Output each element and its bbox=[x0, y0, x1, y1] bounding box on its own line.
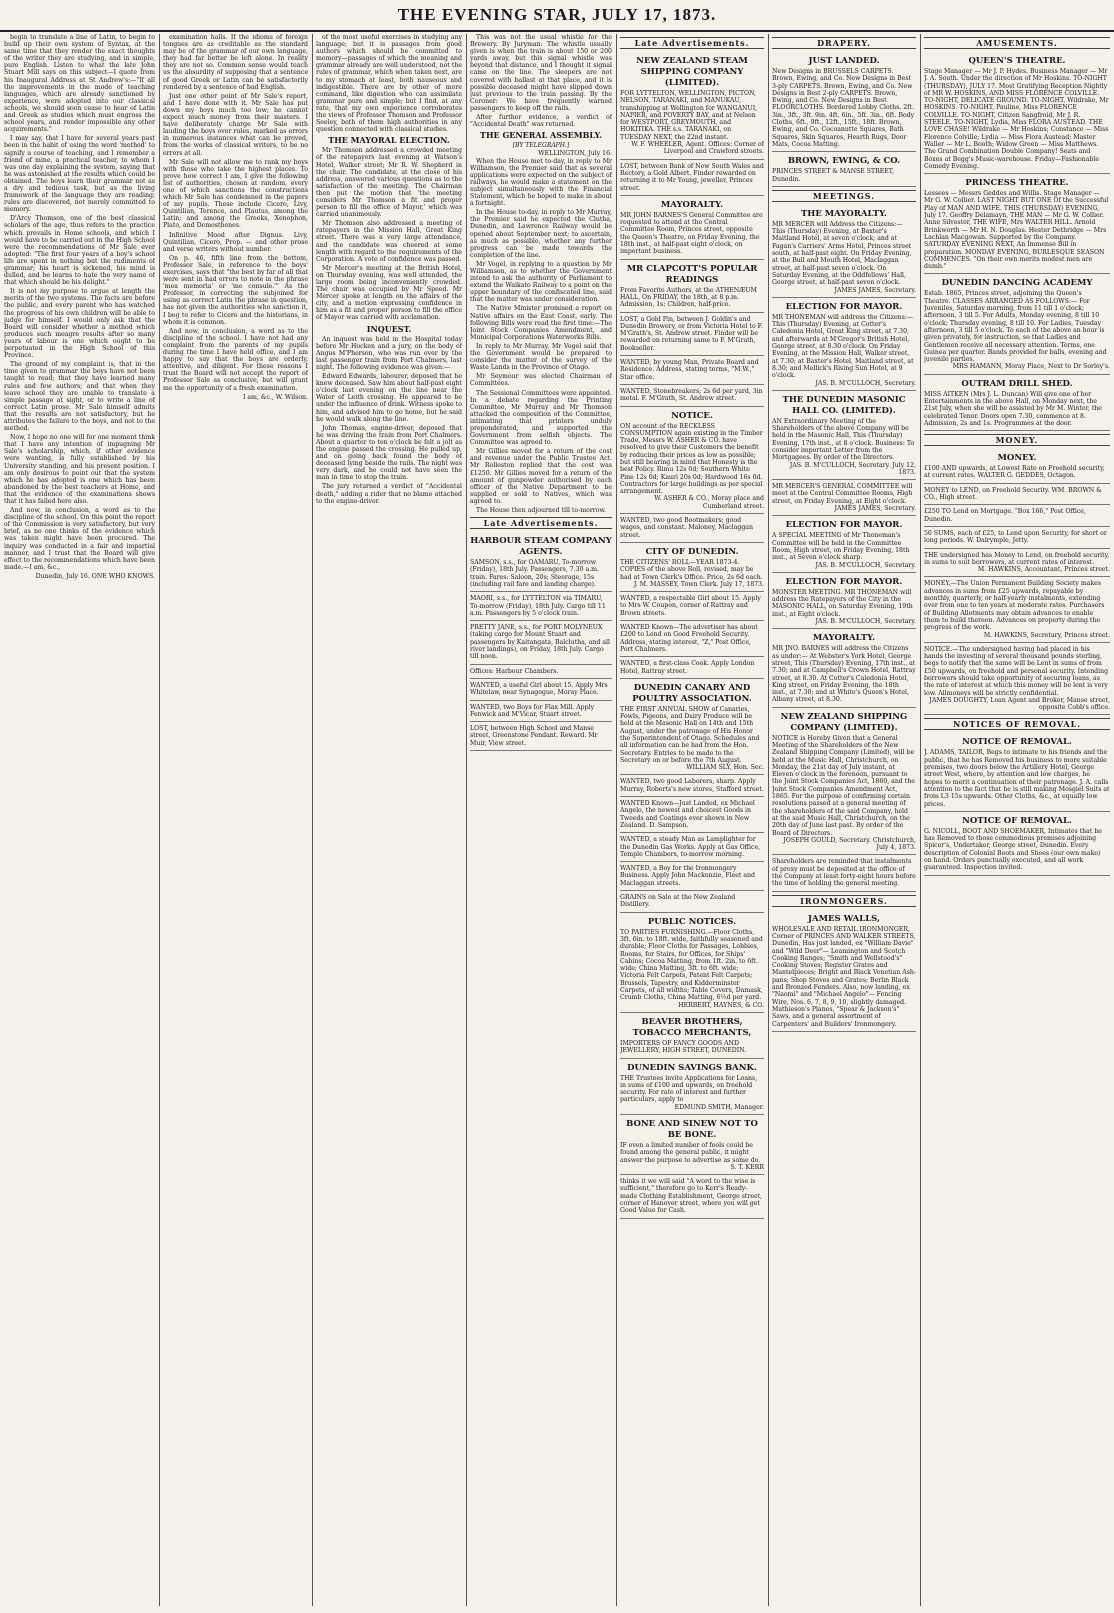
mayoral-election-article bbox=[316, 147, 462, 321]
advertisement bbox=[470, 532, 612, 592]
advertisement bbox=[924, 375, 1110, 431]
advertisement-body: SAMSON, s.s., for OAMARU, To-morrow (Friday), 18th July. Passengers, 7.30 a.m. train. Fares: Saloon, 20s; Steerage, 15s (including rail fare and landing charge). bbox=[470, 559, 599, 588]
advertisement-title: CITY OF DUNEDIN. bbox=[645, 546, 739, 557]
advertisement bbox=[772, 205, 916, 298]
column-5 bbox=[620, 34, 764, 1606]
advertisement-body: Estab. 1865, Princes street, adjoining the Queen's Theatre. CLASSES ARRANGED AS FOLLOWS:— For Juveniles, Saturday morning, from 11 till 1 o'clock; afternoon, 3 till 5. For Adults, Monday evening, 8 till 10 o'clock; Thursday evening, 8 till 10. For Ladies, Tuesday afternoon, 3 till 5 o'clock. To each of the above an hour is given privately, for instruction, so that Ladies and Gentlemen receive all necessary attention. Terms, one Guinea per quarter. Bands provided for balls, evening and juvenile parties. bbox=[924, 290, 1107, 364]
advertisement bbox=[620, 514, 764, 543]
advertisement-body: AN Extraordinary Meeting of the Shareholders of the above Company will be held in the Masonic Hall, This (Thursday) Evening, 17th inst., at 8 o'clock. Business: To consider important Letter from the Mortgagees. By order of the Directors. bbox=[772, 417, 915, 462]
advertisement-body: LOST, a Gold Pin, between J. Goldin's and Dunedin Brewery, or from Victoria Hotel to F. M'Grath's, St. Andrew street. Finder will be rewarded on returning same to F. M'Grath, Bookseller. bbox=[620, 315, 763, 352]
advertisement bbox=[470, 722, 612, 751]
paragraph: And now, in conclusion, a word as to the discipline of the school. I have not had any complaint from the parents of my pupils during the time I have held office, and I am happy to say that the boys are orderly, attentive, and diligent. For these reasons I trust the Board will not accept the report of Professor Sale as conclusive, but will grant me the opportunity of a fresh examination. bbox=[163, 327, 308, 392]
advertisement-body: IF even a limited number of fools could be found among the general public, it might answer the purpose to advertise as some do. bbox=[620, 1141, 761, 1164]
advertisement bbox=[620, 862, 764, 891]
advertisement-body: £100 AND upwards, at Lowest Rate on Freehold security, at current rates. WALTER G. GEDDES, Octagon. bbox=[924, 465, 1105, 480]
late-advertisements-header: Late Advertisements. bbox=[620, 37, 764, 49]
paragraph: Mr Sale will not allow me to rank my boys with those who take the highest places. To prove how correct I am, I give the following list of authorities, chosen at random, every one of which sanctions the constructions which Mr Sale has condemned in the papers of my pupils. These include Cicero, Livy, Quintilian, Terence, and Plautus, among the Latin; and among the Greeks, Xenophon, Plato, and Demosthenes. bbox=[163, 158, 308, 230]
removal-header: NOTICES OF REMOVAL. bbox=[924, 718, 1110, 730]
advertisement bbox=[620, 1059, 764, 1115]
advertisement-body: PRINCES STREET & MANSE STREET, Dunedin. bbox=[772, 168, 894, 183]
money-ads bbox=[924, 449, 1110, 715]
advertisement-body: WANTED, a steady Man as Lamplighter for the Dunedin Gas Works. Apply at Gas Office, Temple Chambers, to-morrow morning. bbox=[620, 836, 761, 858]
advertisement-title: PRINCESS THEATRE. bbox=[965, 178, 1069, 189]
advertisement bbox=[620, 407, 764, 515]
advertisement-body: LOST, between High School and Manse street, Greenstone Pendant. Reward. Mr Muir, View street. bbox=[470, 725, 598, 747]
advertisement-body: A SPECIAL MEETING of Mr Thoneman's Committee will be held in the Committee Room, High street, on Friday Evening, 18th inst., at Seven o'clock sharp. bbox=[772, 532, 910, 562]
paragraph: Infinitive Mood after Dignus. Livy, Quintilian, Cicero, Prop. — and other prose and verse writers without number. bbox=[163, 231, 308, 253]
paragraph: The House then adjourned till to-morrow. bbox=[476, 507, 606, 515]
advertisement-body: New Designs in BRUSSELS CARPETS. Brown, Ewing, and Co. New Designs in Best 3-ply CARPETS. Brown, Ewing, and Co. New Designs in Best 2-ply CARPETS. Brown, Ewing, and Co. New Designs in Best FLOORCLOTHS. Bordered Lobby Cloths. 2ft. 3in., 3ft., 3ft. 9in. 4ft. 6in., 5ft. 3in., 6ft. Body Cloths, 6ft., 9ft., 12ft., 15ft., 18ft. Brown, Ewing, and Co. Cocoanutte Squares, Bath Squares, Skin Squares, Hearth Rugs, Door Mats, Cocoa Matting. bbox=[772, 68, 915, 148]
advertisement bbox=[772, 298, 916, 391]
advertisement-body: G. NICOLL, BOOT AND SHOEMAKER, Intimates that he has Removed to those commodious premises adjoining Spicer's, Undertaker, George street, Dunedin. Every description of Colonial Boots and Shoes (our own make) on hand. Orders punctually executed, and all work guaranteed. Inspection invited. bbox=[924, 827, 1102, 872]
advertisement-title: HARBOUR STEAM COMPANY AGENTS. bbox=[470, 536, 612, 558]
advertisement bbox=[620, 313, 764, 356]
advertisement bbox=[620, 385, 764, 407]
advertisement-body: WANTED Known—The advertiser has about £200 to Lend on Good Freehold Security. Address, stating interest, "Z," Post Office, Port Chalmers. bbox=[620, 624, 758, 653]
advertisement-title: BEAVER BROTHERS, TOBACCO MERCHANTS, bbox=[632, 1016, 752, 1038]
advertisement bbox=[620, 775, 764, 797]
advertisement bbox=[620, 833, 764, 862]
advertisement bbox=[772, 855, 916, 891]
advertisement-body: ON account of the RECKLESS CONSUMPTION again existing in the Timber Trade, Messrs W. ASHER & CO. have resolved to give their Customers the benefit by reducing their prices as low as possible; but still bearing in mind that Honesty is the best Policy. Rimu 12s 0d; Southern White Pine 12s 0d; Kauri 20s 0d; Hardwood 16s 0d. Contractors for large buildings as per special arrangement. bbox=[620, 422, 763, 496]
inquest-article bbox=[316, 336, 462, 505]
advertisement bbox=[620, 196, 764, 260]
inquest-heading: INQUEST. bbox=[366, 323, 412, 334]
advertisement-signature: WILLIAM SLY, Hon. Sec. bbox=[686, 764, 764, 772]
advertisement bbox=[772, 516, 916, 572]
column-rule bbox=[920, 34, 921, 1606]
advertisement-signature: JAMES JAMES, Secretary. bbox=[834, 505, 916, 513]
advertisement bbox=[620, 913, 764, 1013]
advertisement bbox=[924, 812, 1110, 876]
advertisement-body: WANTED, by young Man, Private Board and Residence. Address, stating terms, "M.W.," Star office. bbox=[620, 359, 759, 381]
advertisement-title: BROWN, EWING, & CO. bbox=[787, 156, 901, 167]
advertisement-title: DUNEDIN CANARY AND POULTRY ASSOCIATION. bbox=[632, 682, 752, 704]
advertisement-body: WANTED, a respectable Girl about 15. Apply to Mrs W. Coupon, corner of Rattray and Brown streets. bbox=[620, 595, 761, 617]
advertisement-body: MONEY to LEND, on Freehold Security. WM. BROWN & CO., High street. bbox=[924, 486, 1102, 502]
column-1 bbox=[4, 34, 155, 1606]
advertisement-title: NOTICE OF REMOVAL. bbox=[962, 737, 1072, 748]
advertisement bbox=[924, 484, 1110, 506]
column-7 bbox=[924, 34, 1110, 1606]
paragraph: Edward Edwards, labourer, deposed that he knew deceased. Saw him about half-past eight o'clock last evening on the line near the Water of Leith crossing. He appeared to be under the influence of drink. Witness spoke to him, and advised him to go home, but he said he would walk along the line. bbox=[316, 373, 462, 423]
paragraph: In reply to Mr Murray, Mr Vogel said that the Government would be prepared to consider the matter of the survey of the Waste Lands in the Province of Otago. bbox=[470, 342, 612, 372]
general-assembly-article bbox=[470, 158, 612, 515]
advertisement bbox=[470, 621, 612, 664]
advertisement-body: GRAINS on Sale at the New Zealand Distillery. bbox=[620, 894, 736, 909]
advertisement-body: MISS AITKEN (Mrs J. L. Duncan) Will give one of her Entertainments in the above Hall, on Monday next, the 21st July, when she will be assisted by Mr M. Winter, the celebrated Tenor. Doors open 7.30, commence at 8. Admission, 2s and 1s. Programmes at the door. bbox=[924, 390, 1102, 427]
advertisement-body: Stage Manager — Mr J. P. Hydes. Business Manager — Mr J. A. South. Under the direction of Mr Hoskins. TO-NIGHT (THURSDAY), JULY 17. Most Gratifying Reception Nightly of MR W. HOSKINS, AND MISS FLORENCE COLVILLE. TO-NIGHT, DELICATE GROUND. TO-NIGHT, Wildrake, Mr HOSKINS. TO-NIGHT, Pauline, Miss FLORENCE COLVILLE. TO-NIGHT, Citizen Sangfroid, Mr J. R. STEELE. TO-NIGHT, Lydia, Miss FLORA AUSTEAD. THE LOVE CHASE! Wildrake — Mr Hoskins; Constance — Miss Florence Colville; Lydia — Miss Flora Austead; Master Waller — Mr L. Booth; Widow Green — Miss Matthews. The Grand Combination Double Company! Seats and Boxes at Begg's Music-warehouse. Friday—Fashionable Comedy Evening. bbox=[924, 68, 1109, 170]
advertisement bbox=[620, 1175, 764, 1218]
advertisement-body: THE FIRST ANNUAL SHOW of Canaries, Fowls, Pigeons, and Dairy Produce will be held at the Masonic Hall on 14th and 15th August, under the patronage of His Honor the Superintendent of Otago. Schedules and all information can be had from the Hon. Secretary. Entries to be made to the Secretary on or before the 7th August. bbox=[620, 705, 760, 764]
advertisement-body: MR JNO. BARNES will address the Citizens as under:— At Webster's York Hotel, George street, This (Thursday) Evening, 17th inst., at 7.30; and at Campbell's Crown Hotel, Rattray street, at 8.30. At Cotter's Caledonia Hotel, King street, on Friday Evening, the 18th inst., at 7.30; and at White's Queen's Hotel, Albany street, at 8.30. bbox=[772, 645, 916, 704]
advertisement bbox=[620, 592, 764, 621]
column-rule bbox=[616, 34, 617, 1606]
paragraph: The jury returned a verdict of "Accidental death," adding a rider that no blame attached to the engine-driver. bbox=[316, 483, 462, 505]
paragraph: Just one other point of Mr Sale's report, and I have done with it. Mr Sale has put down my boys much too low; he cannot expect much money from their masters. I have deliberately charge Mr Sale with lauding the boys over rules, marked as errors in numerous instances what can be proved, from the works of classical writers, to be no errors at all. bbox=[163, 92, 308, 157]
advertisement-title: NEW ZEALAND STEAM SHIPPING COMPANY (LIMITED). bbox=[636, 56, 748, 88]
advertisement bbox=[924, 577, 1110, 642]
advertisement bbox=[772, 52, 916, 152]
money-header: MONEY. bbox=[924, 434, 1110, 446]
telegraph-byline: [BY TELEGRAPH.] bbox=[512, 142, 570, 150]
general-assembly-heading: THE GENERAL ASSEMBLY. bbox=[480, 130, 602, 141]
advertisement bbox=[924, 527, 1110, 549]
advertisement bbox=[620, 621, 764, 657]
advertisement-signature: HERBERT, HAYNES, & CO. bbox=[678, 1001, 764, 1009]
advertisement-body: J. ADAMS, TAILOR, Begs to intimate to his friends and the public, that he has Removed his business to more suitable premises, two doors below the Artillery Hotel, George street West, where, by attention and low charges, he hopes to merit a continuation of their patronage. J. A. calls attention to the fact that he is still making Mosgiel Suits at from L3 15s upwards. Other Cloths, &c., at equally low prices. bbox=[924, 749, 1110, 808]
paragraph: The ground of my complaint is, that in the time given to grammar the boys have not been taught to read; that they have learned many rules and few authors; and that when they leave school they are unable to translate a simple passage at sight, or to write a line of correct Latin prose. Mr Sale himself admits that the results are not satisfactory, but he attributes the failure to the boys, and not to the method. bbox=[4, 361, 155, 433]
late-advertisements-heading: Late Advertisements. bbox=[470, 517, 612, 529]
advertisement-body: WANTED, a Boy for the Ironmongery Business. Apply John Mackenzie, Fleet and Maclaggan streets. bbox=[620, 865, 755, 887]
advertisement-signature: EDMUND SMITH, Manager. bbox=[674, 1103, 764, 1111]
advertisement bbox=[620, 797, 764, 833]
advertisement-body: MR THONEMAN will address the Citizens:— This (Thursday) Evening, at Cotter's Caledonia Hotel, Great King street, at 7.30, and afterwards at M'Gregor's British Hotel, George street, at 8.30 o'clock. On Friday Evening, at the Mission Hall, Walker street, at 7.30; at Baxter's Hotel, Maitland street, at 8.30; and Mellick's Rising Sun Hotel, at 9 o'clock. bbox=[772, 313, 914, 380]
advertisement-body: WANTED, a useful Girl about 15. Apply Mrs Whitelaw, near Synagogue, Moray Place. bbox=[470, 681, 608, 697]
advertisement-body: MONSTER MEETING. MR THONEMAN will address the Ratepayers of the City in the MASONIC HALL, on Saturday Evening, 19th inst., at Eight o'clock. bbox=[772, 588, 913, 618]
letter-body bbox=[163, 34, 308, 392]
paragraph: Mr Thomson also addressed a meeting of ratepayers in the Mission Hall, Great King street. There was a very large attendance, and the candidate was cheered at some length with regard to the requirements of the Corporation. A vote of confidence was passed. bbox=[316, 220, 462, 263]
paragraph: Mr Gillies moved for a return of the cost and revenue under the Public Trustee Act. Mr Rolleston replied that the cost was £1250. Mr Gillies moved for a return of the amount of gunpowder authorised by each officer of the Native Department to be supplied or sold to Natives, which was agreed to. bbox=[470, 448, 612, 505]
advertisement-signature: W. ASHER & CO., Moray place and Cumberland street. bbox=[654, 495, 764, 510]
advertisement bbox=[470, 592, 612, 621]
removal-ads bbox=[924, 733, 1110, 875]
advertisement bbox=[772, 391, 916, 480]
advertisement-body: WANTED Known—Just Landed, ex Michael Angelo, the newest and choicest Goods in Tweeds and Coatings ever shown in New Zealand. D. Sampson. bbox=[620, 800, 755, 829]
ironmongers-ads bbox=[772, 910, 916, 1032]
advertisement-signature: JAS. B. M'CULLOCH, Secretary. July 12, 1873. bbox=[789, 461, 916, 476]
advertisement-body: From Favorite Authors, at the ATHENÆUM HALL, On FRIDAY, the 18th, at 8 p.m. Admission, 1s; Children, half-price. bbox=[620, 286, 757, 309]
column-rule bbox=[312, 34, 313, 1606]
advertisement bbox=[772, 480, 916, 516]
advertisement bbox=[470, 665, 612, 679]
paragraph: In the House to-day, in reply to Mr Murray, the Premier said he expected the Clutha, Dunedin, and Lawrence Railway would be opened about September next; to ascertain, as much as possible, whether any further progress can be made towards the completion of the line. bbox=[470, 209, 612, 259]
advertisement-body: PRETTY JANE, s.s., for PORT MOLYNEUX (taking cargo for Mount Stuart and passengers by Kaitangata, Balclutha, and all river landings), on Friday, 18th July. Cargo till noon. bbox=[470, 624, 610, 661]
paragraph: Now, I hope no one will for one moment think that I have any intention of impugning Mr Sale's scholarship, which, if other evidence were wanting, is fully established by his University standing, and his present position. I am only desirous to point out that the system which he has adopted is one which has been abandoned by the best teachers at Home, and that the evidence of the examinations shows that it has failed here also. bbox=[4, 434, 155, 505]
advertisement bbox=[772, 152, 916, 187]
advertisement-title: JUST LANDED. bbox=[808, 56, 880, 66]
paragraph: When the House met to-day, in reply to Mr Williamson, the Premier said that as several applications were expected on the subject of railways, he would make a statement on the subject simultaneously with the Financial Statement, which he hoped to make in about a fortnight. bbox=[470, 157, 612, 208]
advertisement-title: JAMES WALLS, bbox=[808, 913, 880, 924]
column-rule bbox=[768, 34, 769, 1606]
newspaper-masthead bbox=[0, 0, 1114, 32]
advertisement-body: MR MERCER'S GENERAL COMMITTEE will meet at the Central Committee Rooms, High street, on Friday Evening, at Eight o'clock. bbox=[772, 483, 913, 505]
advertisement-signature: JAS. B. M'CULLOCH, Secretary. bbox=[815, 618, 916, 626]
advertisement bbox=[470, 701, 612, 723]
advertisement bbox=[924, 505, 1110, 527]
advertisement-signature: M. HAWKINS, Accountant, Princes street. bbox=[977, 566, 1110, 574]
paragraph: The Native Minister promised a report on Native affairs on the East Coast, early. The following Bills were read the first time:—The Joint Stock Companies Amendment, and Municipal Corporations Waterworks Bills. bbox=[470, 305, 612, 341]
column-4 bbox=[470, 34, 612, 1606]
advertisement-signature: J. M. MASSEY, Town Clerk. July 17, 1873. bbox=[633, 580, 764, 588]
advertisement-title: NOTICE OF REMOVAL. bbox=[962, 815, 1072, 826]
advertisement-signature: W. F. WHEELER, Agent. Offices: Corner of Liverpool and Crawford streets. bbox=[631, 141, 764, 156]
advertisement-title: THE DUNEDIN MASONIC HALL CO. (LIMITED). bbox=[782, 394, 906, 416]
advertisement bbox=[924, 449, 1110, 484]
meetings-header: MEETINGS. bbox=[772, 190, 916, 202]
advertisement-signature: JAMES DOUGHTY, Loan Agent and Broker, Manse street, opposite Cobb's office. bbox=[929, 696, 1110, 712]
advertisement-body: 50 SUMS, each of £25, to Lend upon Security, for short or long periods. W. Dalrymple, Jetty. bbox=[924, 529, 1107, 545]
advertisement-body: MR MERCER will Address the Citizens:— This (Thursday) Evening, at Baxter's Maitland Hotel, at seven o'clock; and at Fagan's Carriers' Arms Hotel, Princes street south, at half-past eight. On Friday Evening, at the Bull and Mouth Hotel, Maclaggan street, at half-past seven o'clock. On Saturday Evening, at the Oddfellows' Hall, George street, at half-past seven o'clock. bbox=[772, 220, 912, 287]
paragraph: John Thomas, engine-driver, deposed that he was driving the train from Port Chalmers. About a quarter to ten o'clock he felt a jolt as the engine passed the crossing. He pulled up, and on going back found the body of deceased lying beside the rails. The night was very dark, and he could not have seen the man in time to stop the train. bbox=[316, 424, 462, 482]
advertisement bbox=[924, 174, 1110, 274]
letter-body bbox=[4, 34, 155, 571]
drapery-header: DRAPERY. bbox=[772, 37, 916, 49]
advertisement-body: WHOLESALE AND RETAIL IRONMONGER, Corner of PRINCES AND WALKER STREETS, Dunedin, Has just landed, ex "William Davie" and "Wild Deer"— Leamington and Scotch Cooking Ranges; "Smith and Wellstood's" Cooking Stoves; Register Grates and Mantelpieces; Bright and Black Venetian Ash-pans; Shop Stoves and Grates; Berlin Black and Bronzed Fenders. Also, now landing, ex "Naomi" and "Michael Angelo"— Fencing Wire, Nos. 6, 7, 8, 9, 10, slightly damaged. Mathieson's Planes, "Spear & Jackson's" Saws, and a general assortment of Carpenters' and Builders' Ironmongery. bbox=[772, 925, 916, 1028]
advertisement-body: £250 TO Lend on Mortgage. "Box 166," Post Office, Dunedin. bbox=[924, 508, 1086, 523]
column-3 bbox=[316, 34, 462, 1606]
paragraph: examination halls. If the idioms of foreign tongues are as creditable as the standard may be of the grammar of our own language, they had far better be left alone. In reality they are not so. Common sense would teach us the absurdity of supposing that a sentence of good Greek or Latin can be satisfactorily rendered by a sentence of bad English. bbox=[163, 34, 308, 91]
advertisement bbox=[620, 52, 764, 160]
amusements-ads bbox=[924, 52, 1110, 431]
column-2 bbox=[163, 34, 308, 1606]
advertisement-body: THE CITIZENS' ROLL—YEAR 1873-4. COPIES of the above Roll, revised, may be had at Town Clerk's Office. Price, 2s 6d each. bbox=[620, 558, 763, 581]
paragraph: D'Arcy Thomson, one of the best classical scholars of the age, thus refers to the practice which prevails in Home schools, and which I would have to be carried out in the High School were the recommendations of Mr Sale ever adopted: "The first four years of a boy's school life are spent in nothing but the rudiments of grammar; his heart is sickened, his mind is dulled, and he learns to hate the very name of that which should be his delight." bbox=[4, 215, 155, 287]
advertisement-body: MAORI, s.s., for LYTTELTON via TIMARU, To-morrow (Friday), 18th July. Cargo till 11 a.m. Passengers by 5 o'clock train. bbox=[470, 595, 606, 617]
mayoral-election-heading: THE MAYORAL ELECTION. bbox=[328, 135, 450, 146]
advertisement bbox=[620, 160, 764, 196]
advertisements-list bbox=[620, 52, 764, 1219]
advertisement-signature: S. T. KERR bbox=[730, 1163, 764, 1171]
advertisement-signature: MRS HAMANN, Moray Place, Next to Dr Sorley's. bbox=[952, 363, 1110, 371]
drapery-ads bbox=[772, 52, 916, 187]
late-advertisements-list bbox=[470, 532, 612, 751]
advertisement-body: NOTICE is Hereby Given that a General Meeting of the Shareholders of the New Zealand Shipping Company (Limited), will be held at the Music Hall, Christchurch, on Monday, the 21st day of July instant, at Eleven o'clock in the forenoon, pursuant to the Joint Stock Companies Act, 1860, and the Joint Stock Companies Amendment Act, 1865. For the purpose of confirming certain resolutions passed at a general meeting of the shareholders of the said Company, held at the said Music Hall, Christchurch, on the 20th day of June last past. By order of the Board of Directors. bbox=[772, 734, 915, 837]
advertisement-body: WANTED, Stonebreakers; 2s 6d per yard, 3in metal. F. M'Grath, St. Andrew street. bbox=[620, 387, 763, 403]
advertisement-title: ELECTION FOR MAYOR. bbox=[785, 576, 903, 587]
advertisement bbox=[772, 573, 916, 629]
advertisement bbox=[620, 679, 764, 776]
paragraph: The Sessional Committees were appointed. In a debate regarding the Printing Committee, Mr Murray and Mr Thomson attacked the composition of the Committee, intimating that printers unduly preponderated, and supported the Government from selfish objects. The Committee was agreed to. bbox=[470, 389, 612, 447]
advertisement-title: DUNEDIN SAVINGS BANK. bbox=[627, 1062, 757, 1073]
masthead-title: THE EVENING STAR, JULY 17, 1873. bbox=[397, 5, 717, 24]
advertisement-title: DUNEDIN DANCING ACADEMY bbox=[941, 278, 1093, 289]
paragraph: Mr Vogel, in replying to a question by Mr Williamson, as to whether the Government intend to ask the authority of Parliament to extend the Waikato Railway to a point on the upper boundary of the confiscated line, said that the matter was under consideration. bbox=[470, 260, 612, 304]
amusements-header: AMUSEMENTS. bbox=[924, 37, 1110, 49]
paragraph: Mr Mercer's meeting at the British Hotel, on Thursday evening, was well attended, the large room being inconveniently crowded. The chair was occupied by Mr Speed. Mr Mercer spoke at length on the affairs of the city, and a motion expressing confidence in him as a fit and proper person to fill the office of Mayor was carried with acclamation. bbox=[316, 264, 462, 322]
paragraph: This was not the usual whistle for the Brewery. By Juryman: The whistle usually given is when the train is about 150 or 200 yards away, but this signal whistle was beyond that distance, and I thought it signal came on the line. The sleepers are not covered with ballast at that place, and it is possible deceased might have slipped down just previous to the train passing. By the Coroner: We have frequently warned passengers to keep off the rails. bbox=[470, 34, 612, 112]
advertisement-body: WANTED, two Boys for Flax Mill. Apply Fenwick and M'Vicar, Stuart street. bbox=[470, 703, 595, 718]
advertisement bbox=[924, 643, 1110, 716]
advertisement bbox=[772, 910, 916, 1032]
paragraph: begin to translate a line of Latin, to begin to build up their own system of Syntax, at the same time that they render the exact thoughts of the writer they are studying, and in simple, pure English. Listen to what the late John Stuart Mill says on this subject—I quote from his Inaugural Address at St Andrew's:—"If all the improvements in the mode of teaching languages, which are already sanctioned by experience, were adopted into our classical schools, we should soon cease to hear of Latin and Greek as studies which must engross the school years, and render impossible any other acquirements." bbox=[4, 34, 155, 134]
advertisement-title: OUTRAM DRILL SHED. bbox=[961, 378, 1073, 389]
advertisement-body: NOTICE.—The undersigned having had placed in his hands the investing of several thousand pounds sterling, begs to notify that the same will be Lent in sums of from £50 upwards, on freehold and personal security. Intending borrowers should take opportunity of securing loans, as the rate of interest at which this money will be lent is very low. Allmoneys will be strictly confidential. bbox=[924, 645, 1109, 697]
advertisement-body: Offices: Harbour Chambers. bbox=[470, 667, 559, 675]
paragraph: of the most useful exercises in studying any language; but it is passages from good authors which should be committed to memory—passages of which the meaning and grammar already are well understood, not the rules of grammar, which when taken next, are to my stomach at least, both nauseous and indigestible. There are by other of more command, like digestion who can assimilate grammar pure and simple; but I find, at any rate, that my own experience corroborates the views of Professor Thomson and Professor Seeley, both of them high authorities in any question connected with classical studies. bbox=[316, 34, 462, 134]
paragraph: Mr Seymour was elected Chairman of Committees. bbox=[470, 373, 612, 388]
advertisement-body: Shareholders are reminded that instalments of proxy must be deposited at the office of the Company at least forty-eight hours before the time of holding the general meeting. bbox=[772, 858, 916, 888]
advertisement bbox=[924, 274, 1110, 374]
advertisement-signature: JAS. B. M'CULLOCH, Secretary. bbox=[815, 379, 916, 387]
letter-signature: Dunedin, July 16. ONE WHO KNOWS. bbox=[35, 572, 155, 580]
advertisement-body: WANTED, two good Laborers, sharp. Apply Murray, Roberts's new stores, Stafford street. bbox=[620, 778, 764, 793]
advertisement-signature: JOSEPH GOULD, Secretary. Christchurch, July 4, 1873. bbox=[783, 836, 916, 852]
paragraph: On p. 46, fifth line from the bottom, Professor Sale, in reference to the boys' exercises, says that "the best by far of all that were sent in had errors to note in the phrase 'mea memoria' or 'me consule.'" As the Professor, in correcting the subjoined for using as correct Latin the phrase in question, has not given the authorities who sanction it, I beg to refer to Cicero and the historians, in whom it is common. bbox=[163, 254, 308, 326]
paragraph: And now, in conclusion, a word as to the discipline of the school. On this point the report of the Commission is very satisfactory, but very brief, as no one thinks of the evidence which was taken might have been procured. The inquiry was conducted in a fair and impartial manner, and I trust that the Board will give effect to the recommendations which have been made.—I am, &c., bbox=[4, 507, 155, 571]
advertisement-body: IMPORTERS OF FANCY GOODS AND JEWELLERY, HIGH STREET, DUNEDIN. bbox=[620, 1039, 747, 1055]
advertisement-title: NOTICE. bbox=[671, 410, 713, 421]
dateline: WELLINGTON, July 16. bbox=[538, 150, 612, 158]
advertisement-title: MR CLAPCOTT'S POPULAR READINGS bbox=[626, 263, 758, 285]
advertisement bbox=[620, 657, 764, 679]
paragraph: It is not my purpose to argue at length the merits of the two systems. The facts are before the public, and every parent who has watched the progress of his own children will be able to judge for himself. I would only ask that the Board will consider whether a method which produces such meagre results after so many years of labour is one which ought to be perpetuated in the High School of this Province. bbox=[4, 288, 155, 360]
meetings-ads bbox=[772, 205, 916, 892]
advertisement-body: Lessees — Messrs Geddes and Willis. Stage Manager — Mr G. W. Collier. LAST NIGHT BUT ONE Of the Successful Play of MAN AND WIFE. THIS (THURSDAY) EVENING, July 17. Geoffry Delamayn, THE MAN — Mr G. W. Collier. Anne Silvester, THE WIFE, Mrs WALTER HILL. Arnold Brinkworth — Mr H. N. Douglas. Hester Dethridge — Mrs Lachlan Macgowan. Supported by the Company. SATURDAY EVENING NEXT, An Immense Bill in preparation. MONDAY EVENING, BURLESQUE SEASON COMMENCES. "On their own merits modest men are dumb." bbox=[924, 190, 1109, 271]
advertisement-signature: JAS. B. M'CULLOCH, Secretary. bbox=[815, 561, 916, 569]
advertisement-body: THE undersigned has Money to Lend, on freehold security, in sums to suit borrowers, at current rates of interest. bbox=[924, 551, 1110, 566]
advertisement-title: MAYORALTY. bbox=[660, 199, 724, 210]
inquest-verdict: After further evidence, a verdict of "Accidental Death" was returned. bbox=[470, 114, 612, 129]
advertisement-body: MONEY.—The Union Permanent Building Society makes advances in sums from £25 upwards, repayable by monthly, quarterly, or half-yearly instalments, extending over from one to ten years at moderate rates. Purchasers of Building Allotments may obtain advances to enable them to build thereon. Advances on property during the progress of the work. bbox=[924, 580, 1105, 632]
column-6 bbox=[772, 34, 916, 1606]
advertisement bbox=[772, 708, 916, 856]
advertisement-title: PUBLIC NOTICES. bbox=[647, 916, 737, 927]
letter-signature: I am, &c., W. Wilson. bbox=[242, 393, 308, 401]
paragraph: I may say, that I have for several years past been in the habit of using the word 'method' to signify a course of teaching, and I remember a friend of mine, a practical teacher, to whom I was one day explaining the system, saying that he was astonished at the results which could be obtained. The boys learn their grammar not as a dry and tedious task, but as the living framework of the language they are reading; rules are discovered, not merely committed to memory. bbox=[4, 135, 155, 214]
advertisement-signature: JAMES JAMES, Secretary. bbox=[834, 286, 916, 294]
advertisement bbox=[620, 260, 764, 313]
advertisement bbox=[620, 356, 764, 385]
advertisement-body: THE Trustees invite Applications for Loans, in sums of £100 and upwards, on freehold security. For rate of interest and further particulars, apply to bbox=[620, 1074, 758, 1104]
advertisement-title: NEW ZEALAND SHIPPING COMPANY (LIMITED). bbox=[780, 711, 908, 733]
advertisement-body: thinks it we will said "A word to the wise is sufficient," therefore go to Kerr's Ready-made Clothing Establishment, George street, corner of Hanover street, where you will get Good Value for Cash. bbox=[620, 1178, 763, 1215]
advertisement bbox=[924, 733, 1110, 811]
advertisement-title: QUEEN'S THEATRE. bbox=[968, 56, 1066, 66]
advertisement-title: MONEY. bbox=[997, 453, 1037, 464]
advertisement bbox=[620, 1115, 764, 1175]
advertisement-body: LOST, between Bank of New South Wales and Rectory, a Gold Albert. Finder rewarded on returning it to Mr Young, jeweller, Princes street. bbox=[620, 162, 764, 192]
advertisement-title: ELECTION FOR MAYOR. bbox=[785, 301, 903, 312]
advertisement bbox=[620, 891, 764, 913]
advertisement bbox=[470, 679, 612, 701]
advertisement-body: MR JOHN BARNES'S General Committee are requested to attend at the Central Committee Room, Princes street, opposite the Queen's Theatre, on Friday Evening, the 18th inst., at half-past eight o'clock, on important business. bbox=[620, 211, 763, 256]
advertisement-title: MAYORALTY. bbox=[812, 633, 876, 644]
advertisement bbox=[620, 543, 764, 592]
ironmongers-header: IRONMONGERS. bbox=[772, 895, 916, 907]
advertisement-title: ELECTION FOR MAYOR. bbox=[785, 520, 903, 531]
advertisement-body: WANTED, two good Bootmakers; good wages, and constant. Maloney, Maclaggan street. bbox=[620, 517, 753, 539]
advertisement bbox=[772, 629, 916, 707]
advertisement-title: BONE AND SINEW NOT TO BE BONE. bbox=[626, 1118, 758, 1140]
advertisement-body: TO PARTIES FURNISHING.—Floor Cloths, 3ft. 6in. to 18ft. wide, faithfully seasoned and durable; Floor Cloths for Passages, Lobbies, Rooms, for Stairs, for Offices, for Ships' Cabins; Cocoa Matting, from 1ft. 2in. to 6ft. wide; China Matting, 3ft. to 6ft. wide; Victoria Felt Carpets, Patent Felt Carpets; Brussels, Tapestry, and Kidderminster Carpets, of all widths; Table Covers, Damask, Crumb Cloths, China Matting, 6½d per yard. bbox=[620, 928, 763, 1002]
advertisement-body: FOR LYTTELTON, WELLINGTON, PICTON, NELSON, TARANAKI, and MANUKAU, transhipping at Wellington for WANGANUI, NAPIER, and POVERTY BAY, and at Nelson for WESTPORT, GREYMOUTH, and HOKITIKA. THE s.s. TARANAKI, on TUESDAY NEXT, the 22nd instant. bbox=[620, 90, 758, 141]
advertisement bbox=[620, 1013, 764, 1059]
advertisement bbox=[924, 52, 1110, 174]
advertisement-signature: M. HAWKINS, Secretary, Princes street. bbox=[983, 631, 1110, 639]
inquest-continued bbox=[470, 34, 612, 112]
advertisement bbox=[924, 549, 1110, 578]
column-rule bbox=[466, 34, 467, 1606]
advertisement-body: WANTED, a first-class Cook. Apply London Hotel, Rattray street. bbox=[620, 660, 755, 675]
paragraph: Mr Thomson addressed a crowded meeting of the ratepayers last evening at Watson's Hotel, Walker street; Mr R. W. Shepherd in the chair. The candidate, at the close of his address, answered various questions as to the satisfaction of the meeting. The Chairman then put the motion that 'the meeting considers Mr Thomson a fit and proper person to fill the office of Mayor,' which was carried unanimously. bbox=[316, 147, 462, 219]
paragraph: An inquest was held in the Hospital today before Mr Hocken and a jury, on the body of Angus M'Pherson, who was run over by the last passenger train from Port Chalmers, last night. The following evidence was given:— bbox=[316, 335, 462, 371]
column-rule bbox=[159, 34, 160, 1606]
article-continued bbox=[316, 34, 462, 133]
advertisement-title: THE MAYORALTY. bbox=[800, 208, 888, 219]
